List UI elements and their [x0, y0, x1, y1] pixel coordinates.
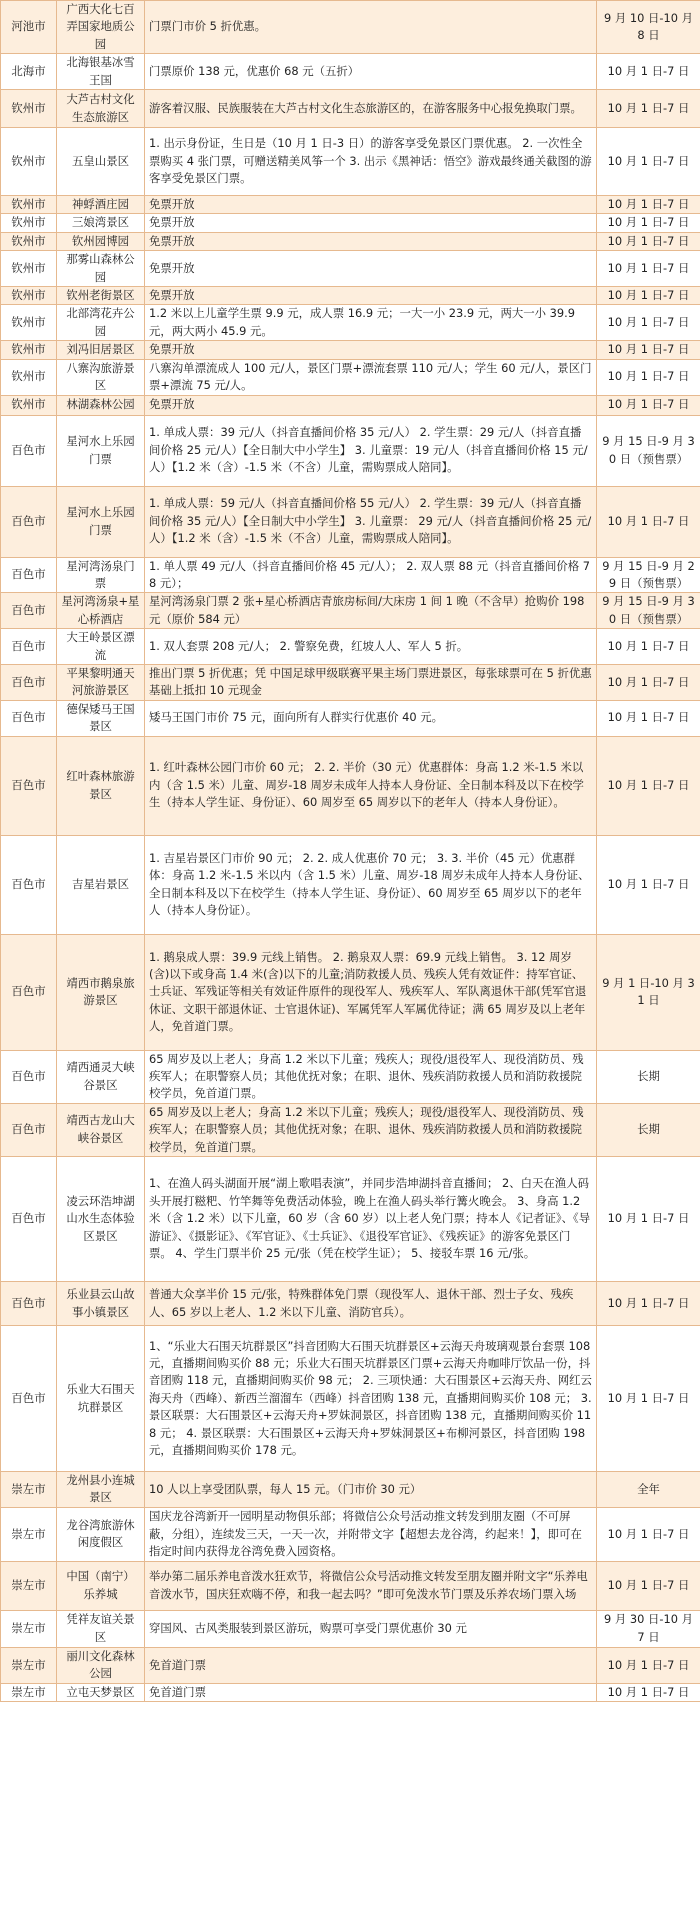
table-row [1, 1561, 700, 1610]
offer-cell: 1、在渔人码头湖面开展“湖上歌唱表演”，并同步浩坤湖抖音直播间； 2、白天在渔人码头开展打糍粑、竹竿舞等免费活动体验，晚上在渔人码头举行篝火晚会。 3、身高 1.2 米（含 1.2 米）以下儿童，60 岁（含 60 岁）以上老人免门票；持本人《记者证》、《导游证》、《摄影证》、《军官证》、《士兵证》、《退役军官证》、《残疾证》的游客免景区门票。 4、学生门票半价 25 元/张（凭在校学生证）； 5、接驳车票 16 元/张。 [145, 1157, 597, 1282]
city-cell: 钦州市 [1, 232, 57, 250]
date-cell: 10 月 1 日-7 日 [597, 736, 700, 835]
date-cell: 10 月 1 日-7 日 [597, 214, 700, 232]
table-row [1, 128, 700, 196]
table-row [1, 232, 700, 250]
city-cell: 百色市 [1, 1326, 57, 1472]
city-cell: 崇左市 [1, 1610, 57, 1647]
scenic-spot-cell: 三娘湾景区 [57, 214, 145, 232]
scenic-spot-cell: 钦州园博园 [57, 232, 145, 250]
scenic-spot-cell: 星河湾汤泉门票 [57, 557, 145, 593]
offer-cell: 1. 出示身份证，生日是（10 月 1 日-3 日）的游客享受免景区门票优惠。 2. 一次性全票购买 4 张门票，可赠送精美风筝一个 3. 出示《黑神话：悟空》游戏最终通关截图的游客享受免景区门票。 [145, 128, 597, 196]
scenic-spot-cell: 吉星岩景区 [57, 835, 145, 934]
scenic-spot-cell: 凌云环浩坤湖山水生态体验区景区 [57, 1157, 145, 1282]
scenic-spot-cell: 凭祥友谊关景区 [57, 1610, 145, 1647]
offer-cell: 免票开放 [145, 251, 597, 287]
date-cell: 10 月 1 日-7 日 [597, 1683, 700, 1701]
table-row [1, 1050, 700, 1103]
offer-cell: 星河湾汤泉门票 2 张+星心桥酒店青旅房标间/大床房 1 间 1 晚（不含早）抢购价 198 元（原价 584 元） [145, 593, 597, 629]
table-row [1, 736, 700, 835]
city-cell: 钦州市 [1, 251, 57, 287]
offer-cell: 免票开放 [145, 232, 597, 250]
date-cell: 10 月 1 日-7 日 [597, 305, 700, 341]
date-cell: 9 月 15 日-9 月 30 日（预售票） [597, 415, 700, 486]
date-cell: 9 月 30 日-10 月 7 日 [597, 1610, 700, 1647]
scenic-spot-cell: 靖西古龙山大峡谷景区 [57, 1103, 145, 1156]
offer-cell: 八寨沟单漂流成人 100 元/人，景区门票+漂流套票 110 元/人；学生 60 元/人，景区门票+漂流 75 元/人。 [145, 359, 597, 395]
date-cell: 10 月 1 日-7 日 [597, 664, 700, 700]
table-row [1, 214, 700, 232]
scenic-spot-cell: 靖西通灵大峡谷景区 [57, 1050, 145, 1103]
city-cell: 百色市 [1, 1103, 57, 1156]
table-row [1, 700, 700, 736]
city-cell: 崇左市 [1, 1507, 57, 1561]
table-row [1, 1157, 700, 1282]
scenic-spot-cell: 星河湾汤泉+星心桥酒店 [57, 593, 145, 629]
table-row [1, 415, 700, 486]
table-row [1, 395, 700, 415]
offer-cell: 免票开放 [145, 287, 597, 305]
date-cell: 10 月 1 日-7 日 [597, 196, 700, 214]
city-cell: 钦州市 [1, 359, 57, 395]
offer-cell: 10 人以上享受团队票，每人 15 元。（门市价 30 元） [145, 1472, 597, 1508]
city-cell: 百色市 [1, 415, 57, 486]
table-row [1, 341, 700, 359]
offer-cell: 免票开放 [145, 395, 597, 415]
offer-cell: 1. 单人票 49 元/人（抖音直播间价格 45 元/人）； 2. 双人票 88 元（抖音直播间价格 78 元）； [145, 557, 597, 593]
date-cell: 10 月 1 日-7 日 [597, 1507, 700, 1561]
date-cell: 10 月 1 日-7 日 [597, 1157, 700, 1282]
scenic-spot-cell: 神蜉酒庄园 [57, 196, 145, 214]
city-cell: 崇左市 [1, 1472, 57, 1508]
table-row [1, 54, 700, 90]
scenic-spot-cell: 刘冯旧居景区 [57, 341, 145, 359]
scenic-spot-cell: 红叶森林旅游景区 [57, 736, 145, 835]
city-cell: 百色市 [1, 664, 57, 700]
city-cell: 崇左市 [1, 1683, 57, 1701]
table-row [1, 305, 700, 341]
table-row [1, 251, 700, 287]
offer-cell: 免首道门票 [145, 1647, 597, 1683]
city-cell: 钦州市 [1, 395, 57, 415]
city-cell: 北海市 [1, 54, 57, 90]
city-cell: 百色市 [1, 486, 57, 557]
city-cell: 河池市 [1, 1, 57, 54]
date-cell: 9 月 10 日-10 月 8 日 [597, 1, 700, 54]
date-cell: 10 月 1 日-7 日 [597, 251, 700, 287]
city-cell: 百色市 [1, 835, 57, 934]
scenic-spot-cell: 林湖森林公园 [57, 395, 145, 415]
scenic-spot-cell: 龙州县小连城景区 [57, 1472, 145, 1508]
date-cell: 9 月 15 日-9 月 30 日（预售票） [597, 593, 700, 629]
table-row [1, 1472, 700, 1508]
date-cell: 9 月 15 日-9 月 29 日（预售票） [597, 557, 700, 593]
offer-cell: 1.2 米以上儿童学生票 9.9 元，成人票 16.9 元；一大一小 23.9 元，两大一小 39.9 元，两大两小 45.9 元。 [145, 305, 597, 341]
table-row [1, 1103, 700, 1156]
date-cell: 10 月 1 日-7 日 [597, 128, 700, 196]
table-row [1, 287, 700, 305]
offer-cell: 国庆龙谷湾新开一园明星动物俱乐部；将微信公众号活动推文转发到朋友圈（不可屏蔽，分组），连续发三天，一天一次，并附带文字【超想去龙谷湾，约起来！】，即可在指定时间内获得龙谷湾免费入园资格。 [145, 1507, 597, 1561]
scenic-spot-cell: 北海银基冰雪王国 [57, 54, 145, 90]
offer-cell: 举办第二届乐养电音泼水狂欢节，将微信公众号活动推文转发至朋友圈并附文字“乐养电音泼水节，国庆狂欢嗨不停，和我一起去吗？”即可免泼水节门票及乐养农场门票入场 [145, 1561, 597, 1610]
offer-cell: 门票原价 138 元，优惠价 68 元（五折） [145, 54, 597, 90]
city-cell: 钦州市 [1, 305, 57, 341]
table-row [1, 835, 700, 934]
scenic-spot-cell: 靖西市鹅泉旅游景区 [57, 934, 145, 1050]
city-cell: 崇左市 [1, 1561, 57, 1610]
offer-cell: 穿国风、古风类服装到景区游玩，购票可享受门票优惠价 30 元 [145, 1610, 597, 1647]
scenic-spot-cell: 立屯天梦景区 [57, 1683, 145, 1701]
table-row [1, 486, 700, 557]
scenic-spot-cell: 钦州老街景区 [57, 287, 145, 305]
date-cell: 9 月 1 日-10 月 31 日 [597, 934, 700, 1050]
date-cell: 10 月 1 日-7 日 [597, 341, 700, 359]
date-cell: 全年 [597, 1472, 700, 1508]
date-cell: 10 月 1 日-7 日 [597, 54, 700, 90]
table-row [1, 664, 700, 700]
table-row [1, 1, 700, 54]
table-row [1, 1610, 700, 1647]
city-cell: 钦州市 [1, 196, 57, 214]
offer-cell: 1. 吉星岩景区门市价 90 元； 2. 2. 成人优惠价 70 元； 3. 3. 半价（45 元）优惠群体：身高 1.2 米-1.5 米以内（含 1.5 米）儿童、周岁-18 周岁未成年人持本人身份证、全日制本科及以下在校学生（持本人学生证、身份证）、60 周岁至 65 周岁以下的老年人（持本人身份证）。 [145, 835, 597, 934]
date-cell: 10 月 1 日-7 日 [597, 629, 700, 665]
offer-cell: 游客着汉服、民族服装在大芦古村文化生态旅游区的，在游客服务中心报免换取门票。 [145, 90, 597, 128]
scenic-spot-cell: 乐业大石围天坑群景区 [57, 1326, 145, 1472]
city-cell: 百色市 [1, 593, 57, 629]
offer-cell: 1. 双人套票 208 元/人； 2. 警察免费，红坡人人、军人 5 折。 [145, 629, 597, 665]
date-cell: 10 月 1 日-7 日 [597, 232, 700, 250]
table-row [1, 359, 700, 395]
date-cell: 长期 [597, 1103, 700, 1156]
city-cell: 百色市 [1, 934, 57, 1050]
scenic-spot-cell: 平果黎明通天河旅游景区 [57, 664, 145, 700]
date-cell: 10 月 1 日-7 日 [597, 1326, 700, 1472]
table-row [1, 1683, 700, 1701]
date-cell: 10 月 1 日-7 日 [597, 700, 700, 736]
offer-cell: 1. 单成人票：59 元/人（抖音直播间价格 55 元/人） 2. 学生票：39 元/人（抖音直播间价格 35 元/人）【全日制大中小学生】 3. 儿童票： 29 元/人（抖音直播间价格 25 元/人）【1.2 米（含）-1.5 米（不含）儿童，需购票成人陪同】。 [145, 486, 597, 557]
scenic-spot-cell: 中国（南宁）乐养城 [57, 1561, 145, 1610]
scenic-spot-cell: 大王岭景区漂流 [57, 629, 145, 665]
date-cell: 10 月 1 日-7 日 [597, 486, 700, 557]
table-row [1, 1326, 700, 1472]
city-cell: 百色市 [1, 629, 57, 665]
offer-cell: 1. 单成人票：39 元/人（抖音直播间价格 35 元/人） 2. 学生票：29 元/人（抖音直播间价格 25 元/人）【全日制大中小学生】 3. 儿童票：19 元/人（抖音直播间价格 15 元/人）【1.2 米（含）-1.5 米（不含）儿童，需购票成人陪同】。 [145, 415, 597, 486]
scenic-spot-cell: 星河水上乐园门票 [57, 486, 145, 557]
offer-cell: 普通大众享半价 15 元/张，特殊群体免门票（现役军人、退休干部、烈士子女、残疾人、65 岁以上老人、1.2 米以下儿童、消防官兵）。 [145, 1282, 597, 1326]
city-cell: 百色市 [1, 557, 57, 593]
offer-cell: 1. 红叶森林公园门市价 60 元； 2. 2. 半价（30 元）优惠群体：身高 1.2 米-1.5 米以内（含 1.5 米）儿童、周岁-18 周岁未成年人持本人身份证、全日制本科及以下在校学生（持本人学生证、身份证）、60 周岁至 65 周岁以下的老年人（持本人身份证）。 [145, 736, 597, 835]
offer-cell: 矮马王国门市价 75 元，面向所有人群实行优惠价 40 元。 [145, 700, 597, 736]
offer-cell: 推出门票 5 折优惠；凭 中国足球甲级联赛平果主场门票进景区，每张球票可在 5 折优惠基础上抵扣 10 元现金 [145, 664, 597, 700]
table-row [1, 1507, 700, 1561]
scenic-spot-cell: 丽川文化森林公园 [57, 1647, 145, 1683]
table-row [1, 90, 700, 128]
scenic-spot-cell: 德保矮马王国景区 [57, 700, 145, 736]
scenic-spot-cell: 五皇山景区 [57, 128, 145, 196]
date-cell: 10 月 1 日-7 日 [597, 287, 700, 305]
table-row [1, 934, 700, 1050]
scenic-spot-cell: 那雾山森林公园 [57, 251, 145, 287]
offer-cell: 门票门市价 5 折优惠。 [145, 1, 597, 54]
discount-table-body [1, 1, 700, 1702]
scenic-spot-cell: 龙谷湾旅游休闲度假区 [57, 1507, 145, 1561]
scenic-spot-cell: 八寨沟旅游景区 [57, 359, 145, 395]
date-cell: 10 月 1 日-7 日 [597, 359, 700, 395]
city-cell: 百色市 [1, 700, 57, 736]
city-cell: 百色市 [1, 1157, 57, 1282]
date-cell: 10 月 1 日-7 日 [597, 835, 700, 934]
city-cell: 百色市 [1, 736, 57, 835]
table-row [1, 1647, 700, 1683]
offer-cell: 1、“乐业大石围天坑群景区”抖音团购大石围天坑群景区+云海天舟玻璃观景台套票 108 元，直播期间购买价 88 元；乐业大石围天坑群景区门票+云海天舟咖啡厅饮品一份，抖音团购 118 元，直播期间购买价 98 元； 2. 三项快通：大石围景区+云海天舟、网红云海天舟（西峰）、新西兰溜溜车（西峰）抖音团购 138 元，直播期间购买价 108 元； 3. 景区联票：大石围景区+云海天舟+罗妹洞景区，抖音团购 138 元，直播期间购买价 118 元； 4. 景区联票：大石围景区+云海天舟+罗妹洞景区+布柳河景区，抖音团购 198 元，直播期间购买价 178 元。 [145, 1326, 597, 1472]
offer-cell: 免首道门票 [145, 1683, 597, 1701]
date-cell: 10 月 1 日-7 日 [597, 1282, 700, 1326]
offer-cell: 免票开放 [145, 341, 597, 359]
date-cell: 长期 [597, 1050, 700, 1103]
offer-cell: 1. 鹅泉成人票：39.9 元线上销售。 2. 鹅泉双人票：69.9 元线上销售。 3. 12 周岁(含)以下或身高 1.4 米(含)以下的儿童;消防救援人员、残疾人凭有效证件：持军官证、士兵证、军残证等相关有效证件原件的现役军人、残疾军人、军队离退休干部(凭军官退休证、文职干部退休证、士官退休证)、军属凭军人军属优待证；满 65 周岁及以上老年人，免首道门票。 [145, 934, 597, 1050]
scenic-spot-cell: 乐业县云山故事小镇景区 [57, 1282, 145, 1326]
offer-cell: 65 周岁及以上老人；身高 1.2 米以下儿童；残疾人；现役/退役军人、现役消防员、残疾军人；在职警察人员；其他优抚对象；在职、退休、残疾消防救援人员和消防救援院校学员，免首道门票。 [145, 1050, 597, 1103]
table-row [1, 629, 700, 665]
date-cell: 10 月 1 日-7 日 [597, 395, 700, 415]
table-row [1, 1282, 700, 1326]
offer-cell: 免票开放 [145, 214, 597, 232]
offer-cell: 免票开放 [145, 196, 597, 214]
city-cell: 钦州市 [1, 341, 57, 359]
offer-cell: 65 周岁及以上老人；身高 1.2 米以下儿童；残疾人；现役/退役军人、现役消防员、残疾军人；在职警察人员；其他优抚对象；在职、退休、残疾消防救援人员和消防救援院校学员，免首道门票。 [145, 1103, 597, 1156]
table-row [1, 196, 700, 214]
city-cell: 钦州市 [1, 128, 57, 196]
date-cell: 10 月 1 日-7 日 [597, 1647, 700, 1683]
city-cell: 百色市 [1, 1050, 57, 1103]
city-cell: 钦州市 [1, 90, 57, 128]
scenic-spot-cell: 北部湾花卉公园 [57, 305, 145, 341]
city-cell: 崇左市 [1, 1647, 57, 1683]
date-cell: 10 月 1 日-7 日 [597, 90, 700, 128]
date-cell: 10 月 1 日-7 日 [597, 1561, 700, 1610]
city-cell: 百色市 [1, 1282, 57, 1326]
scenic-spot-cell: 大芦古村文化生态旅游区 [57, 90, 145, 128]
table-row [1, 557, 700, 593]
city-cell: 钦州市 [1, 287, 57, 305]
table-row [1, 593, 700, 629]
city-cell: 钦州市 [1, 214, 57, 232]
scenic-spot-cell: 广西大化七百弄国家地质公园 [57, 1, 145, 54]
scenic-spot-cell: 星河水上乐园门票 [57, 415, 145, 486]
